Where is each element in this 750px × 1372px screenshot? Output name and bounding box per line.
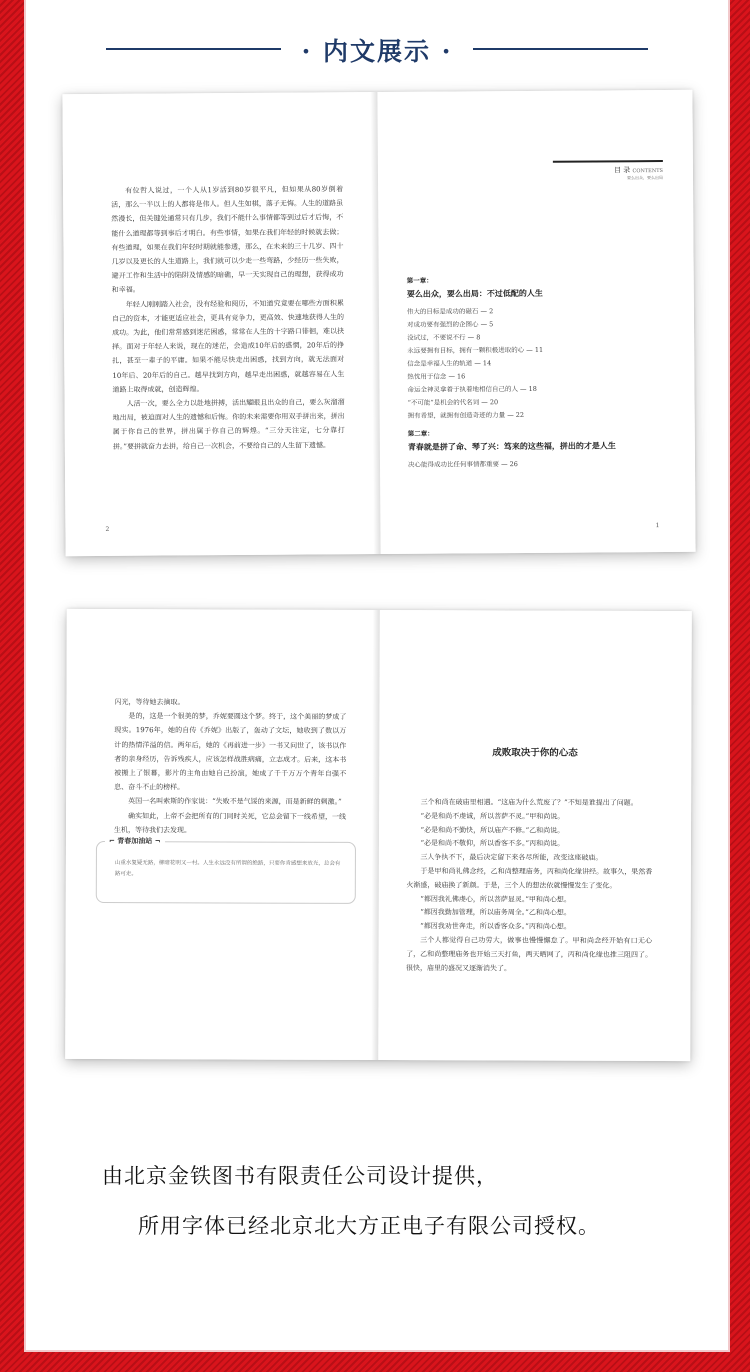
page-number: 2 — [105, 525, 110, 533]
table-of-contents — [407, 272, 678, 472]
paragraph: 年轻人刚刚踏入社会，没有经验和阅历，不知道究竟要在哪些方面积累自己的资本，才能更适应社会，更具有竞争力，更高效、快速地获得人生的成功。为此，他们常常感到迷茫困惑，常常在人生的十字路口徘徊，难以抉择。面对于年轻人来说，现在的迷茫，会造成10年后的惑惘，20年后的挣扎，甚至一辈子的平庸。如果不能尽快走出困惑，找到方向，就无法面对10年后、20年后的自己。越早找到方向，越早走出困惑，就越容易在人生道路上取得成就，创造辉煌。 — [111, 298, 345, 394]
paragraph: 闪光，等待她去摘取。 — [114, 698, 185, 707]
credit-line-1: 由北京金铁图书有限责任公司设计提供， — [102, 1164, 498, 1188]
section-title: · 内文展示 · — [301, 37, 453, 66]
book-spread-1 — [62, 90, 695, 556]
paragraph: “必是和尚不敬仰，所以香客不多。”丙和尚说。 — [420, 839, 565, 849]
section-heading: 成败取决于你的心态 — [492, 747, 578, 759]
page-number: 1 — [655, 522, 660, 530]
paragraph: 是的，这是一个很美的梦，乔妮要圆这个梦。终于，这个美丽的梦成了现实。1976年，她的自传《乔妮》出版了，轰动了文坛，她收到了数以万计的热情洋溢的信。两年后，她的《再前进一步》一书又问世了，该书以作者的亲身经历，告诉残疾人，应该怎样战胜病痛，立志成才。后来，这本书被搬上了银幕，影片的主角由她自己扮演，她成了千千万万个青年自强不息、奋斗不止的榜样。 — [114, 712, 347, 792]
spread1-body-text — [111, 182, 345, 453]
paragraph: 人活一次，要么全力以赴地拼搏，活出耀眼且出众的自己，要么灰溜溜地出局，被迫面对人生的遗憾和后悔。你的未来需要你用双手拼出来，拼出属于你自己的世界，拼出属于你自己的辉煌。“三分天注定，七分靠打拼。”要拼就奋力去拼，给自己一次机会，不要给自己的人生留下遗憾。 — [112, 398, 345, 451]
paragraph: “都因我劝世奔走，所以香客众多。”丙和尚心想。 — [420, 922, 571, 931]
toc-item: 命运全神灵拿着于执着地相信自己的人 — 18 — [407, 384, 537, 394]
spread2-body-text — [114, 695, 346, 838]
tip-box-text: 山重水复疑无路，柳暗花明又一村。人生永远没有所谓的绝路，只要你肯感想来放光，总会有路可走。 — [114, 860, 341, 878]
paragraph: 三个和尚在破庙里相遇。“这庙为什么荒废了？”不知是谁提出了问题。 — [420, 798, 638, 807]
section-header — [26, 28, 728, 68]
toc-item: 热忱用于信念 — 16 — [407, 372, 466, 381]
toc-item: 决心能得成功比任何事情都重要 — 26 — [407, 460, 518, 469]
toc-item: 没试过，不要说不行 — 8 — [407, 333, 481, 342]
paragraph: 三个人都觉得自己功劳大，做事也慢慢懈怠了。甲和尚念经开始有口无心了，乙和尚整理庙务也开始三天打鱼，两天晒网了，丙和尚化缘也推三阻四了。很快，庙里的盛况又逐渐消失了。 — [406, 936, 653, 973]
toc-item: 永远要拥有目标，拥有一颗积极进取的心 — 11 — [407, 345, 544, 355]
paragraph: 于是甲和尚礼佛念经，乙和尚整理庙务，丙和尚化缘讲经。故事久，果然香火渐盛，破庙换了新颜。于是，三个人的想法依就慢慢发生了变化。 — [406, 867, 653, 890]
toc-title: 目 录 CONTENTS — [614, 166, 663, 175]
toc-item: 信念是幸福人生的轨道 — 14 — [407, 359, 492, 368]
toc-item: 对成功要有强烈的企图心 — 5 — [406, 320, 494, 329]
paragraph: 确实如此，上帝不会把所有的门同时关死，它总会留下一线希望，一线生机，等待我们去发现。 — [114, 811, 347, 835]
tip-box — [96, 836, 356, 904]
chapter-title: 青春就是拼了命、琴了兴：笃来的这些福，拼出的才是人生 — [407, 440, 616, 452]
paragraph: “必是和尚不勤快，所以庙产不修。”乙和尚说。 — [420, 825, 565, 835]
toc-item: 伟大的目标是成功的磁石 — 2 — [406, 307, 494, 316]
chapter-title: 要么出众，要么出局：不过低配的人生 — [406, 287, 543, 299]
spread1-left-page — [62, 92, 380, 556]
toc-item: “不可能”是机会的代名词 — 20 — [407, 398, 499, 407]
spread1-right-page — [377, 90, 695, 554]
spread2-right-page — [378, 610, 692, 1061]
header-divider-right — [473, 48, 648, 50]
paragraph: 英国一名叫索斯的作家说：“失败不是气馁的来源，而是新鲜的刺激。” — [128, 797, 342, 807]
credit-line-2: 所用字体已经北京北大方正电子有限公司授权。 — [138, 1214, 600, 1238]
chapter-label: 第二章： — [407, 429, 434, 438]
paragraph: “都因我礼佛虔心，所以菩萨显灵。”甲和尚心想。 — [420, 894, 571, 904]
toc-subtitle: 要么出众，要么出局 — [626, 175, 664, 181]
toc-item: 拥有希望，就拥有创造奇迹的力量 — 22 — [407, 410, 525, 420]
spread2-right-body — [406, 796, 653, 976]
spread2-left-page — [65, 609, 379, 1060]
book-spread-2 — [65, 609, 692, 1061]
chapter-label: 第一章： — [406, 276, 433, 285]
paragraph: “必是和尚不虔诚，所以菩萨不灵。”甲和尚说。 — [420, 811, 565, 821]
toc-header — [553, 160, 663, 182]
paragraph: 三人争执不下，最后决定留下来各尽所能，改变这座破庙。 — [420, 853, 603, 862]
tip-box-label: ⌐ 青春加油站 ¬ — [105, 836, 165, 846]
content-panel — [24, 0, 730, 1352]
paragraph: “都因我勤加管理，所以庙务周全。”乙和尚心想。 — [420, 908, 571, 918]
paragraph: 有位哲人说过，一个人从1岁活到80岁很平凡，但如果从80岁倒着活，那么一半以上的人都将是伟人。但人生如棋，落子无悔。人生的道路虽然漫长，但关键处通常只有几步，我们不能什么事情都等到过后才后悔，不能什么道理都等到事后才明白。有些事情，如果在我们年轻的时候就去做；有些道理，如果在我们年轻时期就能参透，那么，在未来的三十几岁、四十几岁以及更长的人生道路上，我们就可以少走一些弯路，少经历一些失败，避开工作和生活中的陷阱及情感的暗礁，早一天实现自己的理想，获得成功和幸福。 — [111, 185, 344, 295]
